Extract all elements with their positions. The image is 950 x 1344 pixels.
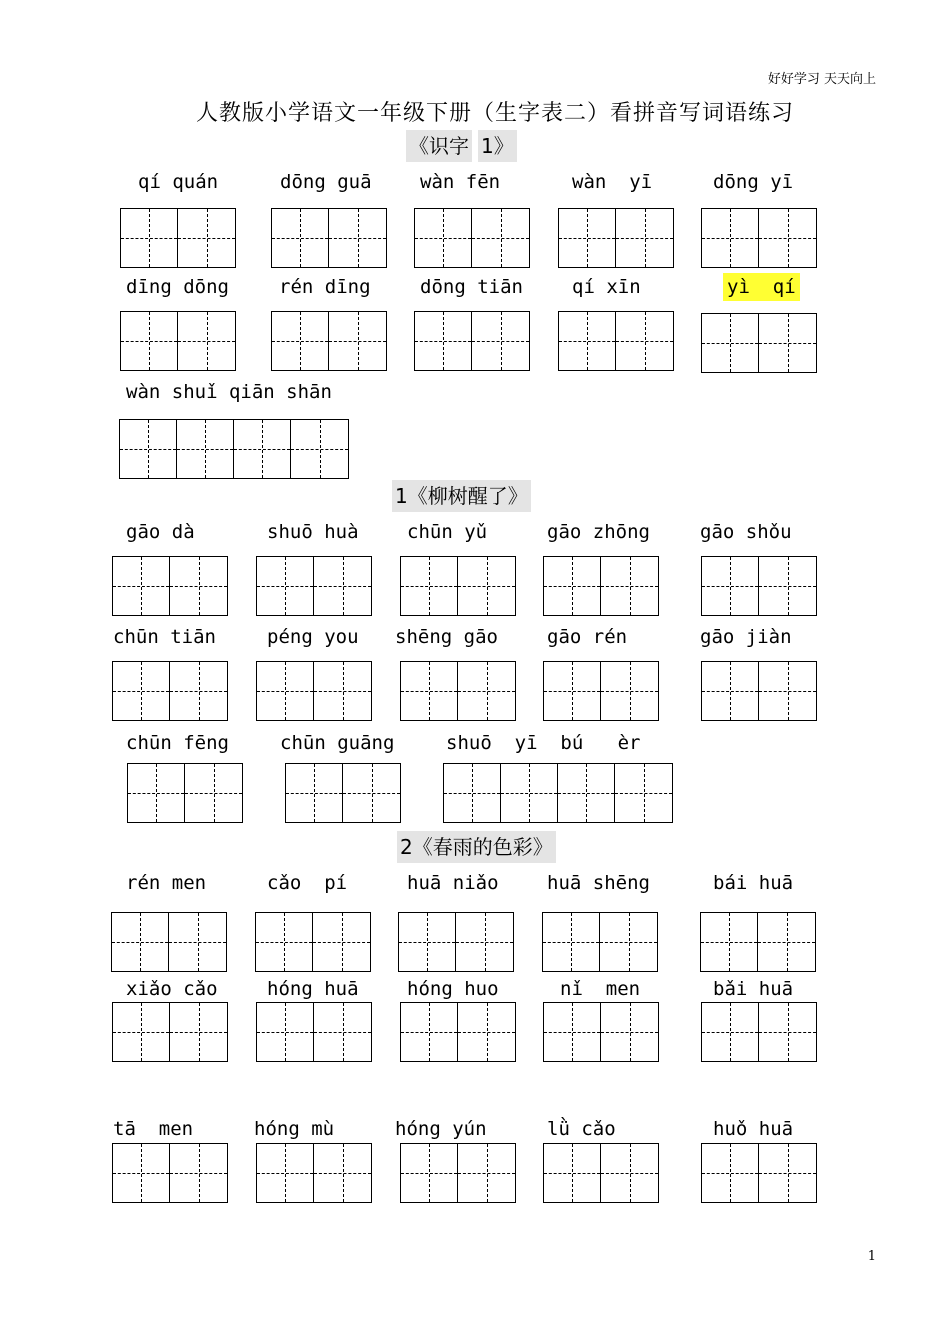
writing-cell[interactable] [458, 557, 515, 615]
writing-cell[interactable] [601, 1144, 658, 1202]
writing-grid[interactable] [542, 912, 658, 972]
writing-cell[interactable] [234, 420, 291, 478]
writing-grid[interactable] [543, 1002, 659, 1062]
writing-cell[interactable] [257, 557, 314, 615]
word-pinyin: xiǎo cǎo [126, 978, 218, 1000]
writing-grid[interactable] [398, 912, 514, 972]
writing-cell[interactable] [314, 1003, 371, 1061]
writing-grid[interactable] [119, 419, 349, 479]
writing-cell[interactable] [559, 312, 616, 370]
section-title-part: 1》 [478, 130, 517, 162]
word-pinyin: gāo zhōng [547, 521, 650, 543]
writing-cell[interactable] [178, 312, 235, 370]
writing-cell[interactable] [113, 557, 170, 615]
word-pinyin: chūn yǔ [407, 521, 488, 543]
writing-cell[interactable] [128, 764, 185, 822]
writing-cell[interactable] [458, 662, 515, 720]
section-title-shizi [406, 130, 517, 162]
word-pinyin: bǎi huā [713, 978, 794, 1000]
writing-cell[interactable] [256, 913, 313, 971]
writing-grid[interactable] [112, 556, 228, 616]
writing-cell[interactable] [544, 662, 601, 720]
writing-cell[interactable] [415, 209, 472, 267]
word-pinyin: qí quán [138, 171, 219, 193]
writing-cell[interactable] [702, 209, 759, 267]
writing-cell[interactable] [286, 764, 343, 822]
word-pinyin: wàn shuǐ qiān shān [126, 381, 332, 403]
writing-cell[interactable] [456, 913, 513, 971]
writing-cell[interactable] [701, 913, 758, 971]
word-pinyin: chūn fēng [126, 732, 229, 754]
writing-cell[interactable] [112, 913, 169, 971]
writing-grid[interactable] [400, 661, 516, 721]
word-pinyin: dōng guā [280, 171, 372, 193]
word-pinyin: dōng tiān [420, 276, 523, 298]
word-pinyin: huā shēng [547, 872, 650, 894]
writing-cell[interactable] [616, 209, 673, 267]
word-pinyin: cǎo pí [267, 872, 348, 894]
section-title-chunyu [397, 831, 556, 863]
word-pinyin: gāo dà [126, 521, 195, 543]
writing-cell[interactable] [759, 557, 816, 615]
writing-grid[interactable] [120, 208, 236, 268]
section-title-part: 《识字 [406, 130, 472, 162]
writing-cell[interactable] [616, 312, 673, 370]
writing-cell[interactable] [444, 764, 501, 822]
writing-cell[interactable] [291, 420, 348, 478]
writing-grid[interactable] [558, 311, 674, 371]
word-pinyin: shuō huà [267, 521, 359, 543]
writing-cell[interactable] [401, 1003, 458, 1061]
word-pinyin: dīng dōng [126, 276, 229, 298]
writing-cell[interactable] [759, 1144, 816, 1202]
writing-cell[interactable] [544, 1003, 601, 1061]
writing-cell[interactable] [170, 1144, 227, 1202]
writing-cell[interactable] [170, 1003, 227, 1061]
writing-cell[interactable] [600, 913, 657, 971]
word-pinyin: gāo shǒu [700, 521, 792, 543]
writing-cell[interactable] [121, 312, 178, 370]
writing-grid[interactable] [701, 661, 817, 721]
writing-cell[interactable] [702, 662, 759, 720]
writing-cell[interactable] [399, 913, 456, 971]
word-pinyin: rén men [126, 872, 207, 894]
word-pinyin: huā niǎo [407, 872, 499, 894]
writing-grid[interactable] [256, 1143, 372, 1203]
writing-grid[interactable] [112, 1002, 228, 1062]
writing-grid[interactable] [400, 1002, 516, 1062]
writing-cell[interactable] [314, 662, 371, 720]
writing-cell[interactable] [601, 557, 658, 615]
writing-cell[interactable] [615, 764, 672, 822]
writing-grid[interactable] [120, 311, 236, 371]
writing-grid[interactable] [112, 1143, 228, 1203]
writing-cell[interactable] [170, 557, 227, 615]
writing-cell[interactable] [121, 209, 178, 267]
writing-grid[interactable] [285, 763, 401, 823]
writing-cell[interactable] [170, 662, 227, 720]
writing-cell[interactable] [501, 764, 558, 822]
word-pinyin: shuō yī bú èr [446, 732, 641, 754]
writing-cell[interactable] [257, 662, 314, 720]
writing-cell[interactable] [458, 1144, 515, 1202]
writing-grid[interactable] [112, 661, 228, 721]
writing-grid[interactable] [543, 556, 659, 616]
writing-cell[interactable] [177, 420, 234, 478]
writing-cell[interactable] [257, 1003, 314, 1061]
section-title-liushu [392, 480, 531, 512]
writing-cell[interactable] [178, 209, 235, 267]
writing-grid[interactable] [558, 208, 674, 268]
writing-grid[interactable] [256, 1002, 372, 1062]
writing-cell[interactable] [559, 209, 616, 267]
word-pinyin: lǜ cǎo [547, 1118, 616, 1140]
writing-cell[interactable] [458, 1003, 515, 1061]
writing-grid[interactable] [701, 1143, 817, 1203]
writing-cell[interactable] [257, 1144, 314, 1202]
writing-grid[interactable] [271, 208, 387, 268]
writing-grid[interactable] [700, 912, 816, 972]
word-pinyin: hóng yún [395, 1118, 487, 1140]
writing-grid[interactable] [701, 208, 817, 268]
word-pinyin: wàn yī [572, 171, 653, 193]
writing-cell[interactable] [314, 1144, 371, 1202]
writing-cell[interactable] [601, 1003, 658, 1061]
writing-grid[interactable] [543, 661, 659, 721]
word-pinyin: bái huā [713, 872, 794, 894]
writing-cell[interactable] [329, 312, 386, 370]
writing-grid[interactable] [701, 313, 817, 373]
word-pinyin: tā men [113, 1118, 194, 1140]
writing-cell[interactable] [558, 764, 615, 822]
writing-cell[interactable] [415, 312, 472, 370]
writing-grid[interactable] [256, 556, 372, 616]
word-pinyin: gāo rén [547, 626, 628, 648]
writing-grid[interactable] [400, 556, 516, 616]
writing-grid[interactable] [255, 912, 371, 972]
writing-cell[interactable] [329, 209, 386, 267]
writing-cell[interactable] [401, 557, 458, 615]
word-pinyin: hóng huā [267, 978, 359, 1000]
word-pinyin-highlighted: yì qí [723, 273, 800, 301]
writing-cell[interactable] [758, 913, 815, 971]
writing-grid[interactable] [127, 763, 243, 823]
writing-cell[interactable] [113, 1003, 170, 1061]
writing-grid[interactable] [400, 1143, 516, 1203]
writing-cell[interactable] [702, 1144, 759, 1202]
writing-cell[interactable] [272, 209, 329, 267]
word-pinyin: shēng gāo [395, 626, 498, 648]
writing-cell[interactable] [169, 913, 226, 971]
writing-grid[interactable] [271, 311, 387, 371]
word-pinyin: chūn guāng [280, 732, 395, 754]
writing-cell[interactable] [702, 314, 759, 372]
word-pinyin: chūn tiān [113, 626, 216, 648]
writing-grid[interactable] [256, 661, 372, 721]
writing-grid[interactable] [543, 1143, 659, 1203]
writing-cell[interactable] [472, 209, 529, 267]
writing-cell[interactable] [343, 764, 400, 822]
word-pinyin: nǐ men [560, 978, 641, 1000]
writing-cell[interactable] [113, 1144, 170, 1202]
writing-cell[interactable] [601, 662, 658, 720]
writing-cell[interactable] [759, 1003, 816, 1061]
writing-cell[interactable] [702, 557, 759, 615]
writing-cell[interactable] [759, 662, 816, 720]
word-pinyin: péng you [267, 626, 359, 648]
header-motto: 好好学习 天天向上 [767, 72, 876, 87]
writing-cell[interactable] [113, 662, 170, 720]
writing-cell[interactable] [702, 1003, 759, 1061]
writing-cell[interactable] [314, 557, 371, 615]
writing-cell[interactable] [759, 209, 816, 267]
writing-cell[interactable] [313, 913, 370, 971]
word-pinyin: rén dīng [279, 276, 371, 298]
page-number: 1 [867, 1249, 876, 1264]
word-pinyin: qí xīn [572, 276, 641, 298]
page-title: 人教版小学语文一年级下册（生字表二）看拼音写词语练习 [195, 101, 794, 126]
word-pinyin: hóng huo [407, 978, 499, 1000]
writing-cell[interactable] [759, 314, 816, 372]
writing-cell[interactable] [401, 662, 458, 720]
writing-grid[interactable] [414, 208, 530, 268]
word-pinyin: dōng yī [713, 171, 794, 193]
writing-cell[interactable] [472, 312, 529, 370]
writing-cell[interactable] [543, 913, 600, 971]
word-pinyin: hóng mù [254, 1118, 335, 1140]
writing-grid[interactable] [111, 912, 227, 972]
word-pinyin: wàn fēn [420, 171, 501, 193]
writing-cell[interactable] [272, 312, 329, 370]
writing-grid[interactable] [701, 556, 817, 616]
section-title-label: 1《柳树醒了》 [392, 480, 531, 512]
writing-grid[interactable] [701, 1002, 817, 1062]
section-title-label: 2《春雨的色彩》 [397, 831, 556, 863]
word-pinyin: huǒ huā [713, 1118, 794, 1140]
writing-cell[interactable] [544, 557, 601, 615]
writing-cell[interactable] [120, 420, 177, 478]
writing-cell[interactable] [401, 1144, 458, 1202]
writing-cell[interactable] [544, 1144, 601, 1202]
writing-cell[interactable] [185, 764, 242, 822]
writing-grid[interactable] [414, 311, 530, 371]
word-pinyin: gāo jiàn [700, 626, 792, 648]
writing-grid[interactable] [443, 763, 673, 823]
